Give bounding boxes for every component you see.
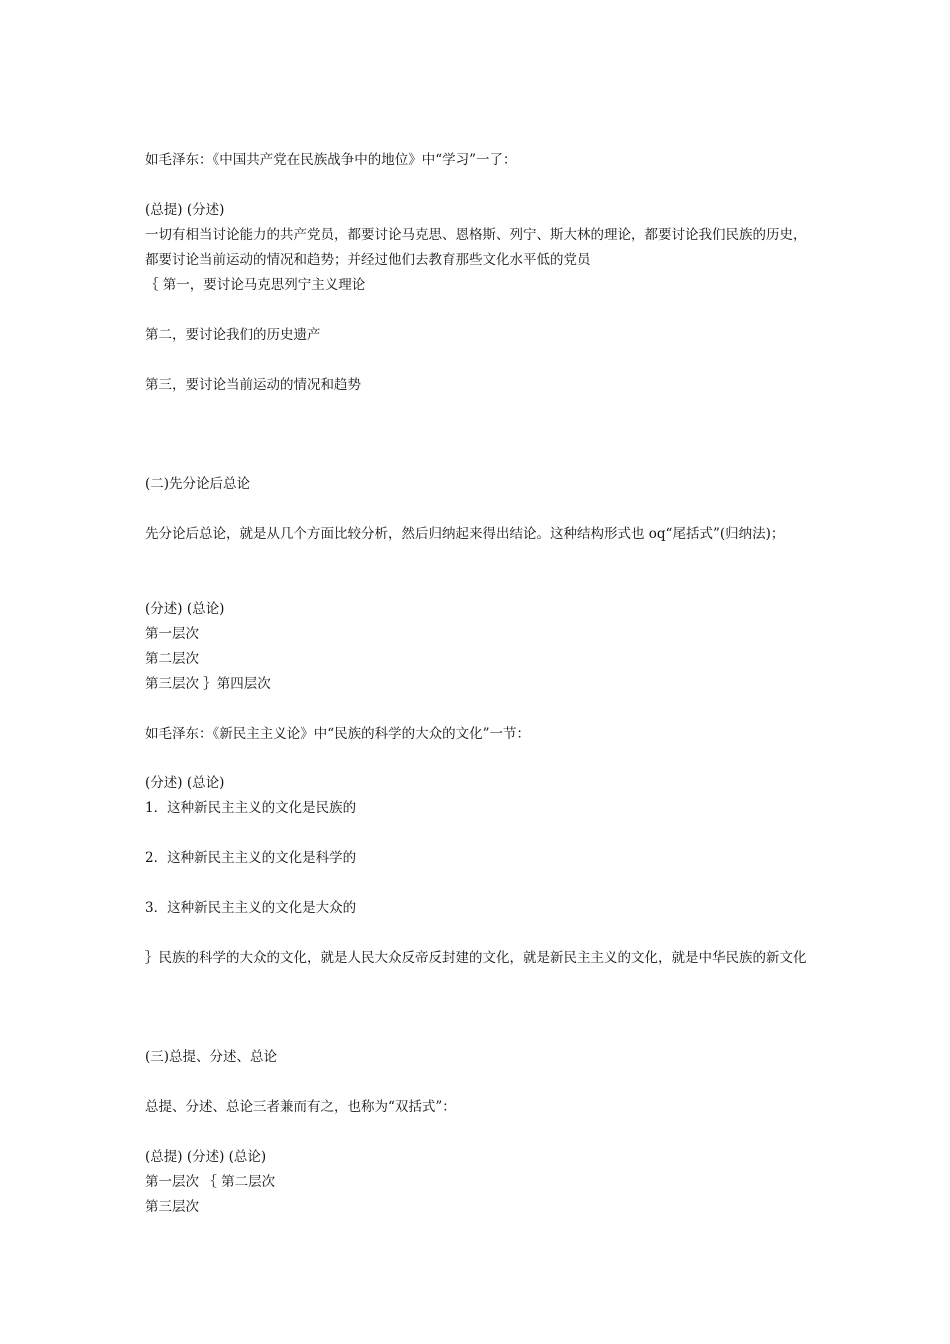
point-3: 第三，要讨论当前运动的情况和趋势	[145, 377, 361, 393]
level-2: 第二层次	[145, 651, 199, 667]
numbered-item-3: 3．这种新民主主义的文化是大众的	[145, 900, 357, 916]
structure-header-2: (分述) (总论)	[145, 601, 225, 617]
section-heading-2: (二)先分论后总论	[145, 476, 251, 492]
example-intro-1: 如毛泽东：《中国共产党在民族战争中的地位》中“学习”一了：	[145, 152, 517, 168]
level-1: 第一层次	[145, 626, 199, 642]
numbered-item-1: 1．这种新民主主义的文化是民族的	[145, 800, 357, 816]
level-3: 第三层次 ｝第四层次	[145, 676, 271, 692]
paragraph-1: 一切有相当讨论能力的共产党员，都要讨论马克思、恩格斯、列宁、斯大林的理论，都要讨论我们民族的历史，都要讨论当前运动的情况和趋势；并经过他们去教育那些文化水平低的党员	[145, 227, 807, 268]
structure-header-3: (分述) (总论)	[145, 775, 225, 791]
paragraph-2: 先分论后总论，就是从几个方面比较分析，然后归纳起来得出结论。这种结构形式也 oq“尾括式”(归纳法)；	[145, 526, 785, 542]
paragraph-3: 总提、分述、总论三者兼而有之，也称为“双括式”：	[145, 1099, 456, 1115]
conclusion-paragraph: ｝民族的科学的大众的文化，就是人民大众反帝反封建的文化，就是新民主主义的文化，就是中华民族的新文化	[145, 950, 807, 966]
level-last: 第三层次	[145, 1199, 199, 1215]
example-intro-2: 如毛泽东：《新民主主义论》中“民族的科学的大众的文化”一节：	[145, 726, 531, 742]
section-heading-3: (三)总提、分述、总论	[145, 1049, 278, 1065]
numbered-item-2: 2．这种新民主主义的文化是科学的	[145, 850, 357, 866]
point-1: ｛ 第一，要讨论马克思列宁主义理论	[145, 277, 366, 293]
structure-header-4: (总提) (分述) (总论)	[145, 1149, 267, 1165]
level-pair: 第一层次 ｛ 第二层次	[145, 1174, 276, 1190]
point-2: 第二，要讨论我们的历史遗产	[145, 327, 321, 343]
structure-header-1: (总提) (分述)	[145, 202, 225, 218]
